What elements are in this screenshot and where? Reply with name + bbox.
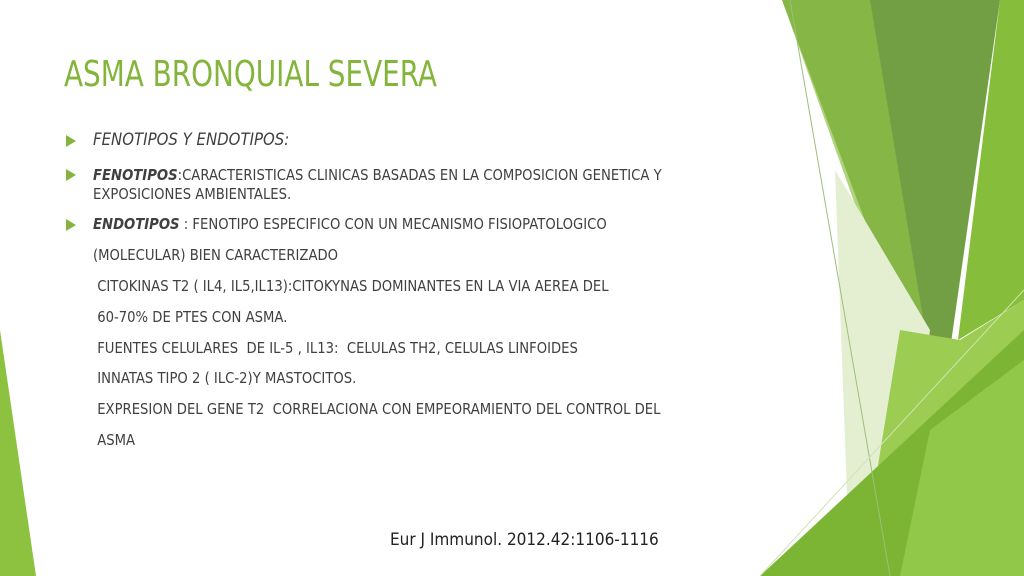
body-line-2: CITOKINAS T2 ( IL4, IL5,IL13):CITOKYNAS DOMINANTES EN LA VIA AEREA DEL: [93, 277, 609, 295]
bullet-item-2-text: :CARACTERISTICAS CLINICAS BASADAS EN LA COMPOSICION GENETICA Y: [177, 166, 662, 184]
bullet-item-3-text: : FENOTIPO ESPECIFICO CON UN MECANISMO FISIOPATOLOGICO: [179, 215, 607, 233]
bullet-item-3: [93, 215, 607, 233]
bullet-item-1-emphasis: FENOTIPOS Y ENDOTIPOS:: [93, 130, 290, 150]
body-line-3: 60-70% DE PTES CON ASMA.: [93, 308, 288, 326]
body-line-7: ASMA: [93, 431, 136, 449]
citation: Eur J Immunol. 2012.42:1106-1116: [390, 530, 659, 550]
body-line-1: (MOLECULAR) BIEN CARACTERIZADO: [93, 246, 339, 264]
bullet-arrow-icon: [66, 169, 76, 181]
bullet-item-2-emphasis: FENOTIPOS: [93, 166, 178, 184]
bullet-arrow-icon: [66, 219, 76, 231]
body-line-5: INNATAS TIPO 2 ( ILC-2)Y MASTOCITOS.: [93, 369, 357, 387]
body-line-6: EXPRESION DEL GENE T2 CORRELACIONA CON EMPEORAMIENTO DEL CONTROL DEL: [93, 400, 661, 418]
bullet-arrow-icon: [66, 135, 76, 147]
bullet-item-1: [93, 130, 289, 150]
body-line-4: FUENTES CELULARES DE IL-5 , IL13: CELULAS TH2, CELULAS LINFOIDES: [93, 339, 578, 357]
slide-title: ASMA BRONQUIAL SEVERA: [64, 54, 437, 95]
bullet-item-2: [93, 166, 662, 184]
bullet-item-2-continuation: EXPOSICIONES AMBIENTALES.: [93, 185, 292, 203]
bullet-item-3-emphasis: ENDOTIPOS: [93, 215, 180, 233]
